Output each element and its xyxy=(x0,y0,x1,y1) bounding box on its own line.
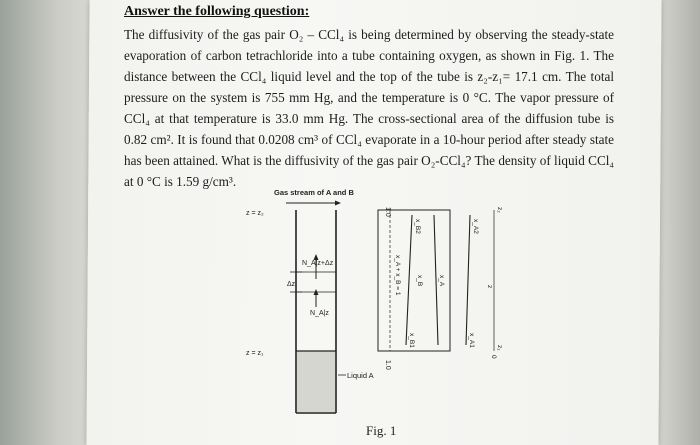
problem-text: The diffusivity of the gas pair O₂ – CCl₄ is being determined by observing the steady-state evaporation of carbon tetrachloride into a tube containing oxygen, as shown in Fig. 1. The distance between the CCl₄ liquid level and the top of the tube is z₂-z₁= 17.1 cm. The total pressure on the system is 755 mm Hg, and the temperature is 0 °C. The vapor pressure of CCl₄ at that temperature is 33.0 mm Hg. The cross-sectional area of the diffusion tube is 0.82 cm². It is found that 0.0208 cm³ of CCl₄ evaporate in a 10-hour period after steady state has been attained. What is the diffusivity of the gas pair O₂-CCl₄? The density of liquid CCl₄ at 0 °C is 1.59 g/cm³. xyxy=(124,27,614,189)
xB-label: x_B xyxy=(416,275,423,287)
flux-top-label: N_A|z+Δz xyxy=(302,260,334,267)
gas-stream-arrowhead xyxy=(335,201,341,206)
axis-top-value: 1.0 xyxy=(384,207,391,217)
diffusion-figure xyxy=(240,185,520,420)
delta-z-label: Δz xyxy=(287,281,296,288)
figure-caption: Fig. 1 xyxy=(366,423,397,438)
xA2-label: x_A2 xyxy=(472,219,479,234)
flux-bottom-label: N_A|z xyxy=(310,310,329,317)
question-heading: Answer the following question: xyxy=(124,4,310,19)
xA-label: x_A xyxy=(438,275,445,287)
z-top-label: z = z₂ xyxy=(246,210,264,217)
z2-label: z₂ xyxy=(496,207,503,213)
xA1-label: x_A1 xyxy=(468,333,475,348)
sum-label: x_A + x_B = 1 xyxy=(394,255,401,296)
z-bottom-label: z = z₁ xyxy=(246,350,264,357)
xB1-label: x_B1 xyxy=(408,333,415,348)
z-axis-label: z xyxy=(486,285,493,289)
liquid-label: Liquid A xyxy=(347,371,374,380)
gas-stream-label: Gas stream of A and B xyxy=(274,188,354,197)
background-right xyxy=(655,0,700,445)
zero-label: 0 xyxy=(490,355,497,359)
background-left xyxy=(0,0,92,445)
xB2-label: x_B2 xyxy=(414,219,421,234)
axis-bottom-value: 1.0 xyxy=(384,360,391,370)
z1-label: z₁ xyxy=(496,345,503,351)
